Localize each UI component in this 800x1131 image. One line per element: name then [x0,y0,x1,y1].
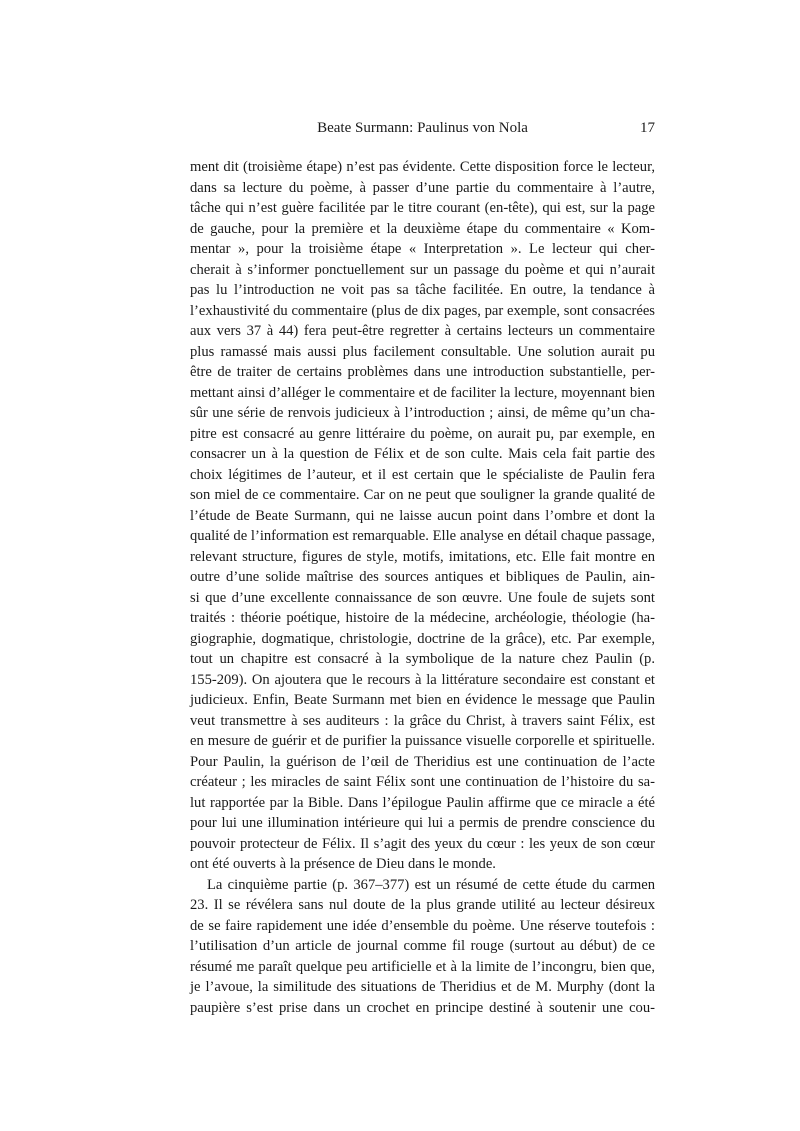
text-line: mettant ainsi d’alléger le commentaire et de faciliter la lecture, moyennant bien [190,384,655,401]
text-line: judicieux. Enfin, Beate Surmann met bien en évidence le message que Paulin [190,692,655,708]
body-text [190,157,655,1018]
text-line: veut transmettre à ses auditeurs : la grâce du Christ, à travers saint Félix, est [190,712,655,729]
text-line: créateur ; les miracles de saint Félix sont une continuation de l’histoire du sa- [190,774,655,790]
text-line: pouvoir protecteur de Félix. Il s’agit des yeux du cœur : les yeux de son cœur [190,835,655,852]
text-line: sûr une série de renvois judicieux à l’introduction ; ainsi, de même qu’un cha- [190,405,655,421]
text-line: pitre est consacré au genre littéraire du poème, on aurait pu, par exemple, en [190,425,655,442]
text-line: si que d’une excellente connaissance de son œuvre. Une foule de sujets sont [190,589,655,606]
text-line: consacrer un à la question de Félix et de son culte. Mais cela fait partie des [190,446,655,462]
text-line: 23. Il se révélera sans nul doute de la plus grande utilité au lecteur désireux [190,897,655,913]
text-line: Pour Paulin, la guérison de l’œil de Theridius est une continuation de l’acte [190,753,655,770]
text-line: dans sa lecture du poème, à passer d’une partie du commentaire à l’autre, [190,179,655,196]
text-line: je l’avoue, la similitude des situations de Theridius et de M. Murphy (dont la [190,979,655,995]
running-title: Beate Surmann: Paulinus von Nola [317,120,528,136]
text-line: 155-209). On ajoutera que le recours à la littérature secondaire est constant et [190,671,655,688]
text-line: être de traiter de certains problèmes dans une introduction substantielle, per- [190,364,655,380]
text-line: l’étude de Beate Surmann, qui ne laisse aucun point dans l’ombre et dont la [190,507,655,524]
text-line: pour lui une illumination intérieure qui lui a permis de prendre conscience du [190,815,655,831]
text-line: pas lu l’introduction ne voit pas sa tâche facilitée. En outre, la tendance à [190,282,655,298]
text-line: traités : théorie poétique, histoire de la médecine, archéologie, théologie (ha- [190,610,655,626]
text-line: giographie, dogmatique, christologie, doctrine de la grâce), etc. Par exemple, [190,630,655,647]
text-line: l’exhaustivité du commentaire (plus de dix pages, par exemple, sont consacrées [190,302,655,319]
text-line: paupière s’est prise dans un crochet en principe destiné à soutenir une cou- [190,999,655,1016]
text-line: l’utilisation d’un article de journal comme fil rouge (surtout au début) de ce [190,938,655,954]
text-line: ment dit (troisième étape) n’est pas évidente. Cette disposition force le lecteur, [190,159,655,175]
text-line: mentar », pour la troisième étape « Interpretation ». Le lecteur qui cher- [190,241,655,257]
text-line: relevant structure, figures de style, motifs, imitations, etc. Elle fait montre en [190,548,655,565]
text-line: cherait à s’informer ponctuellement sur un passage du poème et qui n’aurait [190,261,655,278]
text-line: son miel de ce commentaire. Car on ne peut que souligner la grande qualité de [190,487,655,503]
text-line: en mesure de guérir et de purifier la puissance visuelle corporelle et spirituelle. [190,733,655,749]
text-line: plus ramassé mais aussi plus facilement consultable. Une solution aurait pu [190,343,655,360]
text-line: tout un chapitre est consacré à la symbolique de la nature chez Paulin (p. [190,651,655,667]
text-line: de gauche, pour la première et la deuxième étape du commentaire « Kom- [190,220,655,237]
page-number: 17 [640,120,655,136]
text-line: qualité de l’information est remarquable. Elle analyse en détail chaque passage, [190,528,655,544]
text-line: résumé me paraît quelque peu artificielle et à la limite de l’incongru, bien que, [190,958,655,975]
text-line: outre d’une solide maîtrise des sources antiques et bibliques de Paulin, ain- [190,569,655,585]
text-line: tâche qui n’est guère facilitée par le titre courant (en-tête), qui est, sur la page [190,200,655,216]
text-line: La cinquième partie (p. 367–377) est un résumé de cette étude du carmen [207,876,655,893]
text-line: choix légitimes de l’auteur, et il est certain que le spécialiste de Paulin fera [190,466,655,483]
paragraph [190,157,655,875]
text-line: lut rapportée par la Bible. Dans l’épilogue Paulin affirme que ce miracle a été [190,794,655,811]
text-line: de se faire rapidement une idée d’ensemble du poème. Une réserve toutefois : [190,917,655,934]
paragraph [190,875,655,1019]
text-line: ont été ouverts à la présence de Dieu dans le monde. [190,856,496,872]
text-line: aux vers 37 à 44) fera peut-être regretter à certains lecteurs un commentaire [190,323,655,339]
running-head [190,118,655,138]
